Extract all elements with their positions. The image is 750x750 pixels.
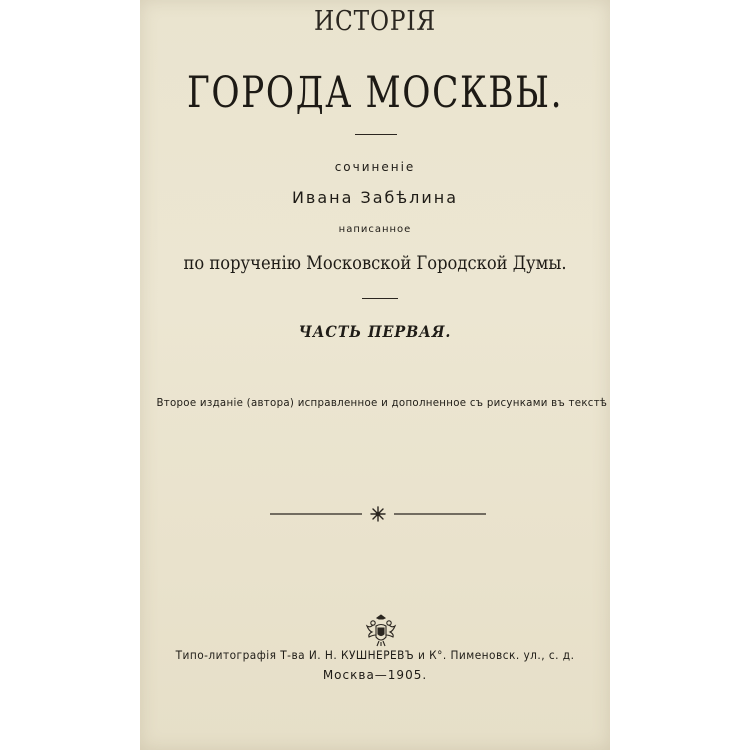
divider-rule	[362, 298, 398, 299]
double-headed-eagle-icon	[364, 614, 398, 648]
author-name: Ивана Забѣлина	[291, 188, 459, 207]
printer-imprint: Типо-литографія Т-ва И. Н. КУШНЕРЕВЪ и К°. Пименовск. ул., с. д.	[175, 648, 575, 662]
title-line-2: ГОРОДА МОСКВЫ.	[187, 68, 564, 118]
edition-note: Второе изданіе (автора) исправленное и дополненное съ рисунками въ текстѣ	[156, 396, 608, 409]
written-label: написанное	[338, 224, 412, 235]
commission-line: по порученію Московской Городской Думы.	[183, 252, 567, 274]
work-label: сочиненіе	[334, 160, 416, 174]
title-line-1: ИСТОРІЯ	[313, 6, 437, 37]
star-ornament-icon	[270, 503, 486, 525]
part-label: ЧАСТЬ ПЕРВАЯ.	[298, 322, 452, 341]
city-year: Москва—1905.	[322, 668, 428, 682]
title-page	[140, 0, 610, 750]
divider-rule	[355, 134, 397, 135]
